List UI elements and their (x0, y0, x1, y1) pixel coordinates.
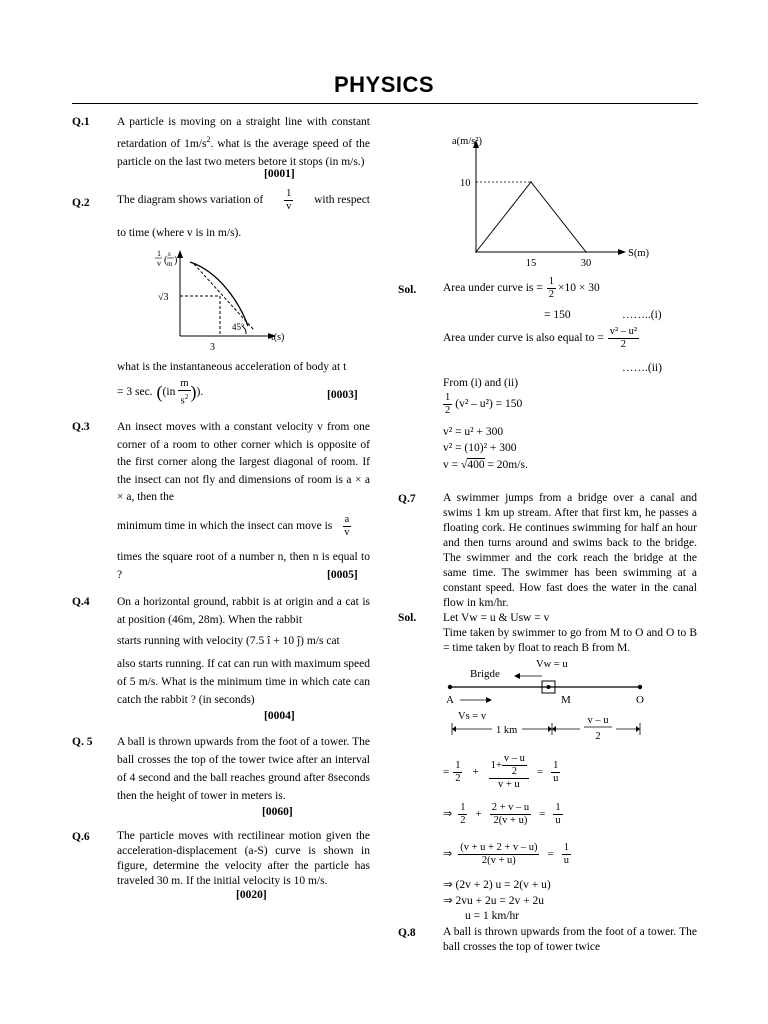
q1-number: Q.1 (72, 116, 90, 128)
q7-sol-l2: Time taken by swimmer to go from M to O and O to B = time taken by float to reach B from M. (443, 627, 697, 654)
q6-as-graph (440, 130, 690, 270)
as-point-1 (530, 181, 532, 183)
q7-cork-dot (547, 685, 551, 689)
q6-text: The particle moves with rectilinear motion given the acceleration-displacement (a-S) curve is shown in figure, determine the velocity after the particle has traveled 30 m. If the initial velocity is 10 m/s. (117, 830, 370, 887)
q2-unit-frac (178, 378, 190, 408)
q4-text-vel-end: ) m/s cat (300, 635, 340, 647)
q6-sol-l6-num: 1 (445, 392, 451, 403)
q4-plus: + 10 (273, 635, 295, 647)
q7-eq2-b-num: 2 + v – u (491, 802, 530, 813)
q2-yunit-num: s (168, 250, 171, 258)
q2-y-arrow (177, 250, 183, 258)
q6-sol-l1-pre: Area under curve is = (443, 282, 543, 294)
q2-x-tick: 3 (210, 342, 215, 352)
q6-sol-l6-frac (443, 392, 452, 417)
q6-sol-l3 (443, 326, 639, 351)
q7-eq2-a-num: 1 (460, 802, 466, 813)
q7-o-label: O (636, 694, 644, 706)
q6-sol-l9-pre: v = (443, 459, 459, 471)
q7-m-label: M (561, 694, 571, 706)
q7-eq3 (443, 842, 571, 867)
q7-eq1-b (489, 753, 529, 791)
q7-eq3-frac (458, 842, 539, 867)
q6-sol-l2-tag: ……..(i) (622, 309, 662, 321)
q2-unit-num: m (180, 378, 189, 389)
q7-eq1-r-num: 1 (553, 759, 559, 771)
q7-a-label: A (446, 694, 454, 706)
title-rule (72, 103, 698, 104)
q3-answer: [0005] (327, 569, 358, 581)
q7-eq3-arrow: ⇒ (443, 848, 453, 860)
q4-answer: [0004] (264, 710, 295, 722)
q7-sol-l1: Let Vw = u & Usw = v (443, 612, 550, 624)
q6-sol-l3-frac (608, 326, 639, 351)
q2-tangent (194, 264, 254, 330)
q6-answer: [0020] (236, 889, 267, 901)
q7-dim1-arrow-r (548, 726, 552, 732)
q7-dist2-num: v – u (587, 715, 609, 726)
q8-text: A ball is thrown upwards from the foot of a tower. The ball crosses the top of tower twice (443, 926, 697, 953)
q7-eq1-b-num (489, 753, 529, 779)
q4-j-hat: ĵ (296, 635, 301, 647)
q2-ylabel-paren-l: ( (164, 255, 168, 266)
q1-text-b: . what is the average speed of the particle on the last two meters betore it stops (in m/s.) (117, 137, 370, 168)
q8-number: Q.8 (398, 927, 416, 939)
as-x-arrow (618, 249, 626, 255)
q7-eq3-den: 2(v + u) (481, 855, 516, 866)
q7-eq2-arrow: ⇒ (443, 808, 453, 820)
q7-eq1-pre: = (443, 765, 450, 778)
as-y-tick: 10 (460, 178, 471, 189)
q7-eq1-b-den: v + u (497, 779, 520, 790)
q4-i-hat: î (267, 635, 271, 647)
q3-frac-num: a (344, 514, 350, 525)
q7-eq2-b-den: 2(v + u) (493, 815, 528, 826)
as-x-tick-30: 30 (580, 258, 592, 269)
q6-sol-l9-root-val: 400 (467, 459, 485, 471)
q2-unit-lparen-big: ( (156, 382, 163, 403)
q7-dim1-arrow-l (452, 726, 456, 732)
q7-vw-arrow-head (514, 673, 520, 679)
q6-sol-l2: = 150 (544, 309, 571, 321)
q6-sol-l6-post: (v² – u²) = 150 (455, 398, 523, 410)
q5-number: Q. 5 (72, 736, 93, 748)
q6-sol-l1-frac (547, 276, 556, 301)
q2-frac (284, 188, 293, 213)
q2-y-tick: √3 (158, 292, 169, 303)
q7-point-a (448, 685, 452, 689)
q1-answer: [0001] (264, 168, 295, 180)
q2-yunit-den: m (167, 260, 173, 268)
q6-number: Q.6 (72, 831, 90, 843)
q7-dist2-den: 2 (595, 731, 601, 742)
q7-eq1-a-den: 2 (455, 772, 461, 784)
q7-eq1-b-top: 1+ (490, 759, 502, 771)
q7-eq1-r (551, 760, 560, 785)
q4-text-vel-a: starts running with velocity (7.5 (117, 635, 265, 647)
q7-eq1 (443, 753, 560, 791)
q6-sol-l1-den: 2 (548, 289, 554, 300)
q3-text-end: times the square root of a number n, then n is equal to ? (117, 551, 370, 581)
q3-frac (342, 514, 351, 539)
q2-frac-den: v (286, 201, 292, 212)
q6-sol-label: Sol. (398, 284, 417, 296)
q6-sol-l4-tag: …….(ii) (622, 362, 662, 374)
q4-text-a: On a horizontal ground, rabbit is at origin and a cat is at position (46m, 28m). When the rabbit (117, 596, 370, 626)
q6-sol-l6 (443, 392, 522, 417)
q2-ylabel-paren-r: ) (174, 255, 178, 266)
q5-text: A ball is thrown upwards from the foot of a tower. The ball crosses the top of the tower twice after an interval of 4 second and the ball reaches ground after 8seconds then the height of tower in meters is. (117, 736, 370, 802)
q7-eq4: ⇒ (2v + 2) u = 2(v + u) (443, 879, 551, 891)
q5-answer: [0060] (262, 806, 293, 818)
q6-sol-l7: v² = u² + 300 (443, 426, 504, 438)
q2-ylabel-den: v (157, 259, 161, 268)
q7-eq2-eq: = (539, 808, 546, 820)
q7-eq1-a (453, 760, 462, 785)
q6-sol-l3-pre: Area under curve is also equal to = (443, 332, 604, 344)
q7-eq3-num: (v + u + 2 + v – u) (460, 842, 538, 853)
q6-sol-l3-den: 2 (620, 339, 626, 350)
q7-eq2-a (458, 802, 467, 827)
q7-dim2-arrow-r (636, 726, 640, 732)
q7-text: A swimmer jumps from a bridge over a canal and swims 1 km up stream. After that first km, he passes a floating cork. He continues swimming for half an hour and then turns around and swims back to the bridge. The swimmer and the cork reach the bridge at the same time. The swimmer has been swimming at a constant speed. How fast does the water in the canal flow in km/hr. (443, 492, 697, 609)
q7-eq1-r-den: u (553, 772, 559, 784)
q7-vs-label: Vs = v (458, 711, 487, 722)
q7-eq2-b (490, 802, 531, 827)
q7-eq2 (443, 802, 563, 827)
as-series-line (476, 182, 586, 252)
q7-sol-label: Sol. (398, 612, 417, 624)
q7-eq3-r-den: u (563, 855, 569, 866)
page-title: PHYSICS (333, 72, 435, 97)
q7-eq2-r-den: u (555, 815, 561, 826)
q7-eq6: u = 1 km/hr (465, 910, 520, 922)
q6-sol-l3-num: v² – u² (609, 326, 638, 337)
q7-eq1-b-inner-num: v – u (503, 753, 525, 764)
q6-sol-l9-root: √400 (461, 459, 485, 471)
q7-dist1: 1 km (496, 725, 518, 736)
q6-sol-l9 (443, 458, 528, 473)
q7-vs-arrow-head (486, 697, 492, 703)
as-point-2 (585, 251, 587, 253)
q2-line2: to time (where v is in m/s). (117, 227, 242, 239)
q2-text-pre: The diagram shows variation of (117, 194, 264, 206)
q2-unit-den-wrap (179, 391, 191, 408)
q2-graph (150, 244, 300, 352)
q7-eq1-eq: = (536, 765, 544, 778)
q2-text-post: with respect (314, 194, 370, 206)
q6-sol-l1-num: 1 (548, 276, 554, 287)
q2-t-eq: = 3 sec. (117, 386, 153, 399)
q7-eq1-b-inner-den: 2 (511, 766, 517, 777)
q3-line-frac (117, 514, 370, 539)
as-point-0 (475, 251, 477, 253)
q2-line3: what is the instantaneous acceleration of body at t (117, 361, 347, 373)
q7-diagram (440, 655, 700, 747)
q7-eq3-r-num: 1 (563, 842, 569, 853)
q7-bridge-label: Brigde (470, 668, 500, 680)
q2-ylabel-num: 1 (157, 249, 161, 258)
q4-text-vel (117, 634, 340, 649)
q2-x-label: t(s) (271, 332, 285, 343)
q7-eq2-plus: + (475, 808, 482, 820)
q2-curve (190, 262, 248, 326)
q7-point-o (638, 685, 642, 689)
q3-number: Q.3 (72, 421, 90, 433)
q2-line4 (117, 378, 203, 408)
q2-answer: [0003] (327, 389, 358, 401)
q2-unit-post: ). (196, 386, 204, 399)
q7-eq1-plus: + (472, 765, 479, 778)
q7-eq2-r-num: 1 (555, 802, 561, 813)
q2-angle-label: 45° (232, 322, 245, 332)
q7-eq2-r (553, 802, 562, 827)
q1-sup: 2 (206, 135, 211, 144)
q6-sol-l1-post: ×10 × 30 (557, 282, 600, 294)
q2-unit-rparen-big: ) (190, 382, 197, 403)
q4-text-b: also starts running. If cat can run with maximum speed of 5 m/s. What is the minimum time in which cate can catch the rabbit ? (in seconds) (117, 658, 370, 706)
q7-eq3-r (562, 842, 571, 867)
q3-text: An insect moves with a constant velocity v from one corner of a room to other corner which is opposite of the first corner along the largest diagonal of room. If the insect can not fly and dimensions of room is a × a × a, then the (117, 421, 370, 503)
q4-number: Q.4 (72, 596, 90, 608)
q7-eq1-a-num: 1 (455, 759, 461, 771)
as-x-label: S(m) (628, 248, 649, 259)
q2-line1 (117, 188, 370, 213)
q6-sol-l8: v² = (10)² + 300 (443, 442, 517, 454)
as-x-tick-15: 15 (525, 258, 537, 269)
q7-eq5: ⇒ 2vu + 2u = 2v + 2u (443, 895, 544, 907)
q4-velocity-line (117, 634, 370, 649)
q3-frac-den: v (344, 527, 350, 538)
q6-sol-l9-post: = 20m/s. (487, 459, 528, 471)
q2-number: Q.2 (72, 197, 90, 209)
q7-dim2-arrow-l (552, 726, 556, 732)
q2-unit-den-sup: 2 (184, 393, 189, 401)
q3-text-line-a: minimum time in which the insect can move is (117, 520, 333, 532)
q7-eq2-a-den: 2 (460, 815, 466, 826)
q2-unit-den: s (180, 395, 185, 407)
q7-vw-label: Vw = u (536, 659, 568, 670)
q1-text-a: A particle is moving on a straight line with constant retardation of 1m/s (117, 116, 370, 150)
q1-text (117, 113, 370, 171)
q7-number: Q.7 (398, 493, 416, 505)
q6-sol-l6-den: 2 (445, 405, 451, 416)
q6-sol-l1 (443, 276, 600, 301)
q6-sol-l5: From (i) and (ii) (443, 377, 519, 389)
q7-eq3-eq: = (547, 848, 554, 860)
q2-frac-num: 1 (286, 188, 292, 199)
as-y-label: a(m/s²) (452, 136, 482, 147)
q7-eq1-b-inner (502, 753, 527, 778)
q2-unit-pre: (in (162, 386, 176, 399)
